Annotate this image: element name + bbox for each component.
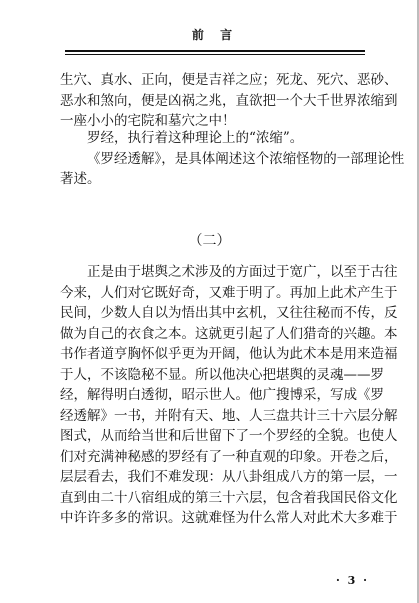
text-line: 层层看去，我们不难发现：从八卦组成八方的第一层，一 (60, 469, 398, 485)
paragraph-fengshui-summary (60, 70, 398, 132)
section-heading: （二） (188, 233, 231, 249)
header-rule-thin (65, 54, 365, 55)
text-line: 民间，少数人自以为悟出其中玄机，又往往秘而不传，反 (60, 305, 398, 321)
text-line: 经透解》一书，并附有天、地、人三盘共计三十六层分解 (60, 407, 398, 424)
paragraph-luojing-intro (60, 128, 405, 190)
text-line: 直到由二十八宿组成的第三十六层，包含着我国民俗文化 (60, 489, 398, 506)
text-line: 书作者道亨胸怀似乎更为开阔，他认为此术本是用来造福 (60, 346, 398, 362)
text-line: 今来，人们对它既好奇，又难于明了。再加上此术产生于 (60, 284, 398, 301)
text-line: 生穴、真水、正向，便是吉祥之应；死龙、死穴、恶砂、 (60, 72, 398, 88)
running-header (65, 28, 365, 55)
text-line: 于人，不该隐秘不显。所以他决心把堪舆的灵魂——罗 (60, 366, 384, 383)
text-line: 《罗经透解》，是具体阐述这个浓缩怪物的一部理论性 (87, 150, 405, 167)
paragraph-main (60, 262, 398, 529)
text-line: 罗经，执行着这种理论上的“浓缩”。 (87, 130, 304, 146)
text-line: 们对充满神秘感的罗经有了一种直观的印象。开卷之后， (60, 448, 398, 465)
text-line: 著述。 (60, 171, 101, 187)
text-line: 恶水和煞向，便是凶祸之兆，直欲把一个大千世界浓缩到 (60, 92, 398, 109)
page-number: · 3 · (336, 574, 369, 587)
text-line: 做为自己的衣食之本。这就更引起了人们猎奇的兴趣。本 (60, 325, 398, 342)
text-line: 一座小小的宅院和墓穴之中！ (60, 113, 236, 129)
text-line: 正是由于堪舆之术涉及的方面过于宽广，以至于古往 (87, 264, 398, 280)
header-rule-thick (65, 50, 365, 52)
page-title: 前 言 (191, 28, 239, 42)
text-line: 中许许多多的常识。这就难怪为什么常人对此术大多难于 (60, 510, 398, 526)
text-line: 图式，从而给当世和后世留下了一个罗经的全貌。也使人 (60, 428, 398, 444)
text-line: 经，解得明白透彻，昭示世人。他广搜博采，写成《罗 (60, 387, 384, 403)
